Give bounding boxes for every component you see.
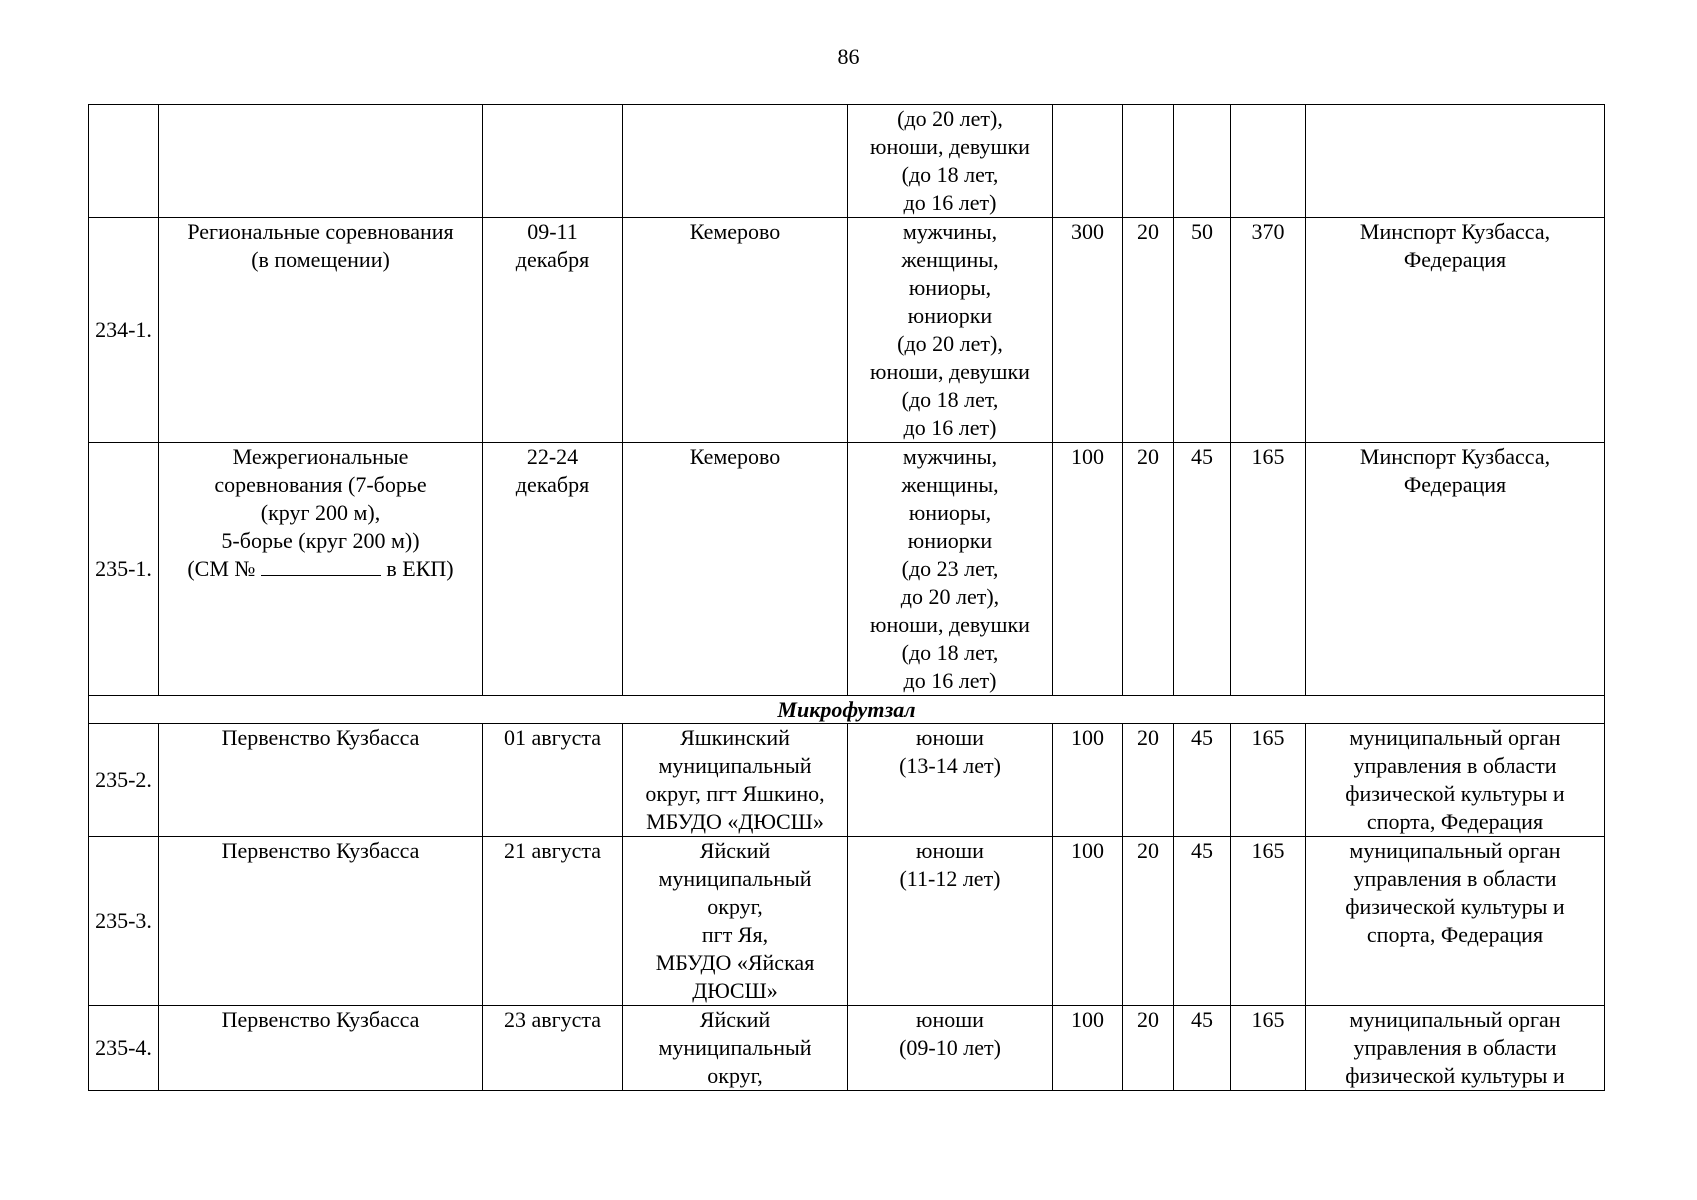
count-total: 165 xyxy=(1231,1006,1306,1091)
count-2: 20 xyxy=(1123,1006,1174,1091)
event-organizer: муниципальный орган управления в области физической культуры и xyxy=(1306,1006,1605,1091)
count-2: 20 xyxy=(1123,837,1174,1006)
count-3: 45 xyxy=(1174,1006,1231,1091)
table-row xyxy=(89,105,1605,218)
count-total: 370 xyxy=(1231,218,1306,443)
count-1: 100 xyxy=(1053,837,1123,1006)
event-place: Яйский муниципальный округ, пгт Яя, МБУДО «Яйская ДЮСШ» xyxy=(623,837,848,1006)
event-place: Яйский муниципальный округ, xyxy=(623,1006,848,1091)
event-participants: (до 20 лет), юноши, девушки (до 18 лет, до 16 лет) xyxy=(848,105,1053,218)
row-number: 234-1. xyxy=(89,218,159,443)
event-name-ref-suffix: в ЕКП) xyxy=(380,556,454,581)
event-organizer xyxy=(1306,105,1605,218)
count-2: 20 xyxy=(1123,443,1174,696)
event-place: Кемерово xyxy=(623,443,848,696)
event-name xyxy=(159,443,483,696)
table-row xyxy=(89,724,1605,837)
count-1: 100 xyxy=(1053,443,1123,696)
event-date: 23 августа xyxy=(483,1006,623,1091)
event-name: Первенство Кузбасса xyxy=(159,724,483,837)
section-row xyxy=(89,696,1605,724)
blank-line xyxy=(261,555,381,576)
count-3: 50 xyxy=(1174,218,1231,443)
count-2: 20 xyxy=(1123,724,1174,837)
event-participants: юноши (09-10 лет) xyxy=(848,1006,1053,1091)
section-title: Микрофутзал xyxy=(89,696,1605,724)
row-number: 235-3. xyxy=(89,837,159,1006)
event-date: 21 августа xyxy=(483,837,623,1006)
row-number: 235-4. xyxy=(89,1006,159,1091)
event-place xyxy=(623,105,848,218)
table-row xyxy=(89,837,1605,1006)
event-organizer: Минспорт Кузбасса, Федерация xyxy=(1306,443,1605,696)
row-number: 235-2. xyxy=(89,724,159,837)
count-1: 100 xyxy=(1053,724,1123,837)
event-name-main: Межрегиональные соревнования (7-борье (круг 200 м), 5-борье (круг 200 м)) xyxy=(214,444,427,553)
event-name: Первенство Кузбасса xyxy=(159,837,483,1006)
event-place: Яшкинский муниципальный округ, пгт Яшкино, МБУДО «ДЮСШ» xyxy=(623,724,848,837)
event-organizer: Минспорт Кузбасса, Федерация xyxy=(1306,218,1605,443)
event-date xyxy=(483,105,623,218)
count-total xyxy=(1231,105,1306,218)
event-name xyxy=(159,105,483,218)
count-2 xyxy=(1123,105,1174,218)
count-3: 45 xyxy=(1174,837,1231,1006)
event-participants: мужчины, женщины, юниоры, юниорки (до 23 лет, до 20 лет), юноши, девушки (до 18 лет, до 16 лет) xyxy=(848,443,1053,696)
count-1: 300 xyxy=(1053,218,1123,443)
count-1 xyxy=(1053,105,1123,218)
event-participants: мужчины, женщины, юниоры, юниорки (до 20 лет), юноши, девушки (до 18 лет, до 16 лет) xyxy=(848,218,1053,443)
event-participants: юноши (11-12 лет) xyxy=(848,837,1053,1006)
count-total: 165 xyxy=(1231,837,1306,1006)
table-row xyxy=(89,1006,1605,1091)
event-place: Кемерово xyxy=(623,218,848,443)
events-table xyxy=(88,104,1605,1091)
event-date: 09-11 декабря xyxy=(483,218,623,443)
event-organizer: муниципальный орган управления в области физической культуры и спорта, Федерация xyxy=(1306,837,1605,1006)
page-number: 86 xyxy=(837,44,860,69)
count-2: 20 xyxy=(1123,218,1174,443)
row-number xyxy=(89,105,159,218)
event-name: Первенство Кузбасса xyxy=(159,1006,483,1091)
row-number: 235-1. xyxy=(89,443,159,696)
event-organizer: муниципальный орган управления в области физической культуры и спорта, Федерация xyxy=(1306,724,1605,837)
count-1: 100 xyxy=(1053,1006,1123,1091)
count-3: 45 xyxy=(1174,724,1231,837)
event-date: 01 августа xyxy=(483,724,623,837)
count-total: 165 xyxy=(1231,724,1306,837)
event-date: 22-24 декабря xyxy=(483,443,623,696)
table-row xyxy=(89,218,1605,443)
event-name-ref-prefix: (СМ № xyxy=(187,556,261,581)
count-total: 165 xyxy=(1231,443,1306,696)
count-3: 45 xyxy=(1174,443,1231,696)
count-3 xyxy=(1174,105,1231,218)
table-row xyxy=(89,443,1605,696)
event-name: Региональные соревнования (в помещении) xyxy=(159,218,483,443)
event-participants: юноши (13-14 лет) xyxy=(848,724,1053,837)
